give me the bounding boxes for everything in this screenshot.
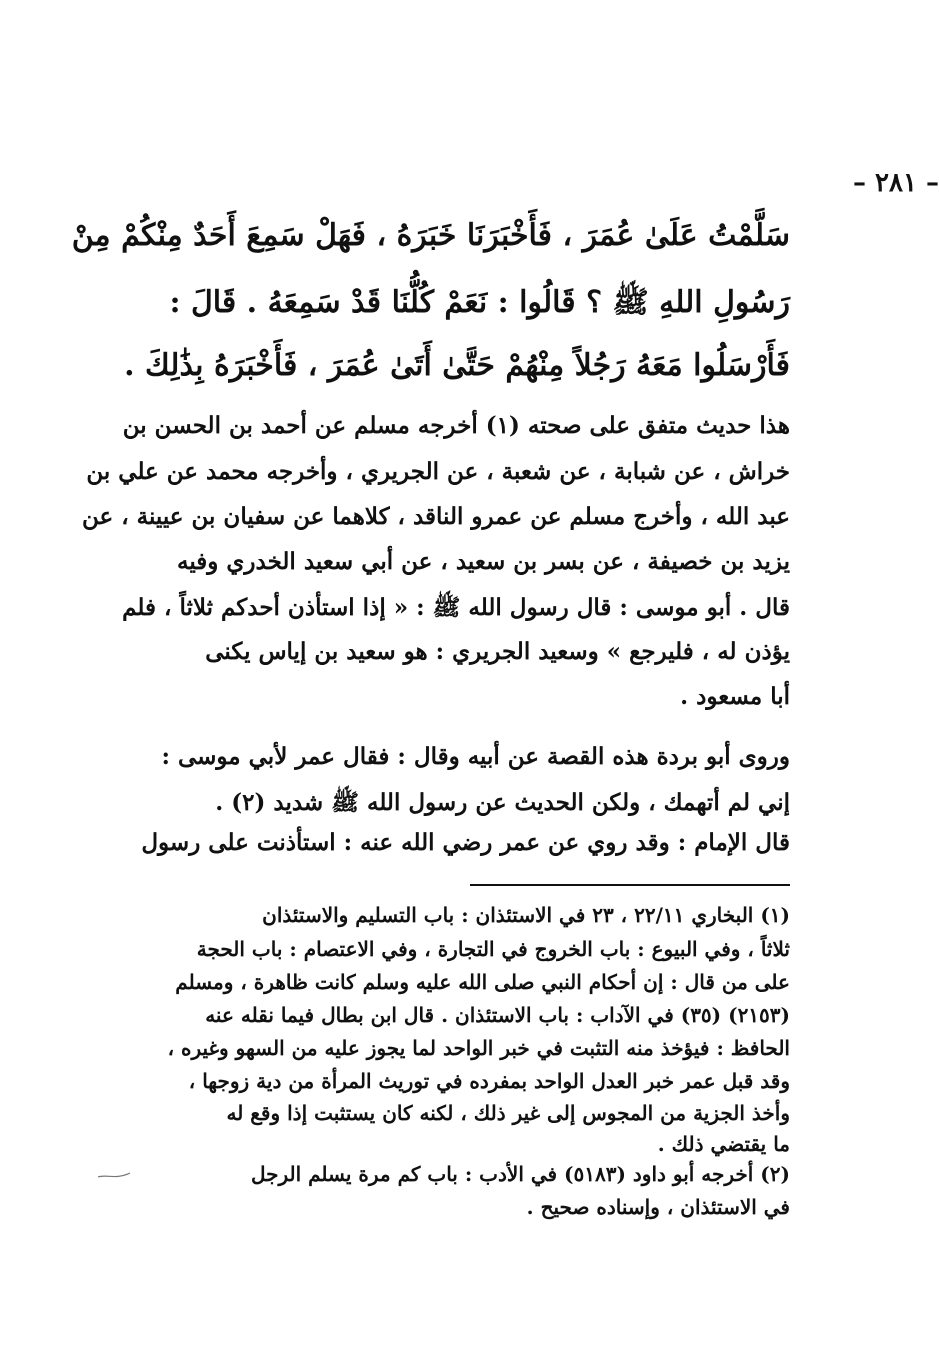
footnote-line: ما يقتضي ذلك .	[657, 1132, 790, 1156]
hadith-text-line: سَلَّمْتُ عَلَىٰ عُمَرَ ، فَأَخْبَرَنَا خَبَرَهُ ، فَهَلْ سَمِعَ أَحَدٌ مِنْكُمْ مِنْ	[71, 218, 790, 253]
hadith-text-line: رَسُولِ اللهِ ﷺ ؟ قَالُوا : نَعَمْ كُلُّنَا قَدْ سَمِعَهُ . قَالَ :	[169, 285, 790, 320]
ink-mark	[96, 1168, 132, 1182]
footnote-line: ثلاثاً ، وفي البيوع : باب الخروج في التجارة ، وفي الاعتصام : باب الحجة	[196, 937, 790, 961]
footnote-line: (٢) أخرجه أبو داود (٥١٨٣) في الأدب : باب كم مرة يسلم الرجل	[250, 1162, 790, 1186]
commentary-line: إني لم أتهمك ، ولكن الحديث عن رسول الله ﷺ شديد (٢) .	[215, 789, 790, 816]
footnote-line: على من قال : إن أحكام النبي صلى الله عليه وسلم كانت ظاهرة ، ومسلم	[175, 970, 790, 994]
commentary-line: هذا حديث متفق على صحته (١) أخرجه مسلم عن أحمد بن الحسن بن	[122, 412, 790, 439]
commentary-line: يؤذن له ، فليرجع » وسعيد الجريري : هو سعيد بن إياس يكنى	[205, 638, 790, 665]
footnote-line: وأخذ الجزية من المجوس إلى غير ذلك ، لكنه كان يستثبت إذا وقع له	[226, 1101, 790, 1125]
commentary-line: وروى أبو بردة هذه القصة عن أبيه وقال : فقال عمر لأبي موسى :	[161, 743, 790, 770]
hadith-text-line: فَأَرْسَلُوا مَعَهُ رَجُلاً مِنْهُمْ حَتَّىٰ أَتَىٰ عُمَرَ ، فَأَخْبَرَهُ بِذَٰلِكَ .	[124, 348, 790, 383]
commentary-line: قال . أبو موسى : قال رسول الله ﷺ : « إذا استأذن أحدكم ثلاثاً ، فلم	[122, 594, 790, 621]
footnote-separator	[470, 884, 790, 886]
commentary-line: يزيد بن خصيفة ، عن بسر بن سعيد ، عن أبي سعيد الخدري وفيه	[177, 548, 790, 575]
footnote-line: في الاستئذان ، وإسناده صحيح .	[526, 1195, 790, 1219]
commentary-line: قال الإمام : وقد روي عن عمر رضي الله عنه : استأذنت على رسول	[141, 829, 790, 856]
commentary-line: خراش ، عن شبابة ، عن شعبة ، عن الجريري ، وأخرجه محمد عن علي بن	[86, 458, 790, 485]
footnote-line: (١) البخاري ٢٢/١١ ، ٢٣ في الاستئذان : باب التسليم والاستئذان	[262, 903, 790, 927]
footnote-line: (٢١٥٣) (٣٥) في الآداب : باب الاستئذان . قال ابن بطال فيما نقله عنه	[205, 1003, 790, 1027]
footnote-line: الحافظ : فيؤخذ منه التثبت في خبر الواحد لما يجوز عليه من السهو وغيره ،	[167, 1036, 790, 1060]
commentary-line: عبد الله ، وأخرج مسلم عن عمرو الناقد ، كلاهما عن سفيان بن عيينة ، عن	[81, 503, 790, 530]
page-number: – ٢٨١ –	[852, 168, 939, 198]
footnote-line: وقد قبل عمر خبر العدل الواحد بمفرده في توريث المرأة من دية زوجها ،	[188, 1069, 790, 1093]
commentary-line: أبا مسعود .	[680, 683, 790, 710]
